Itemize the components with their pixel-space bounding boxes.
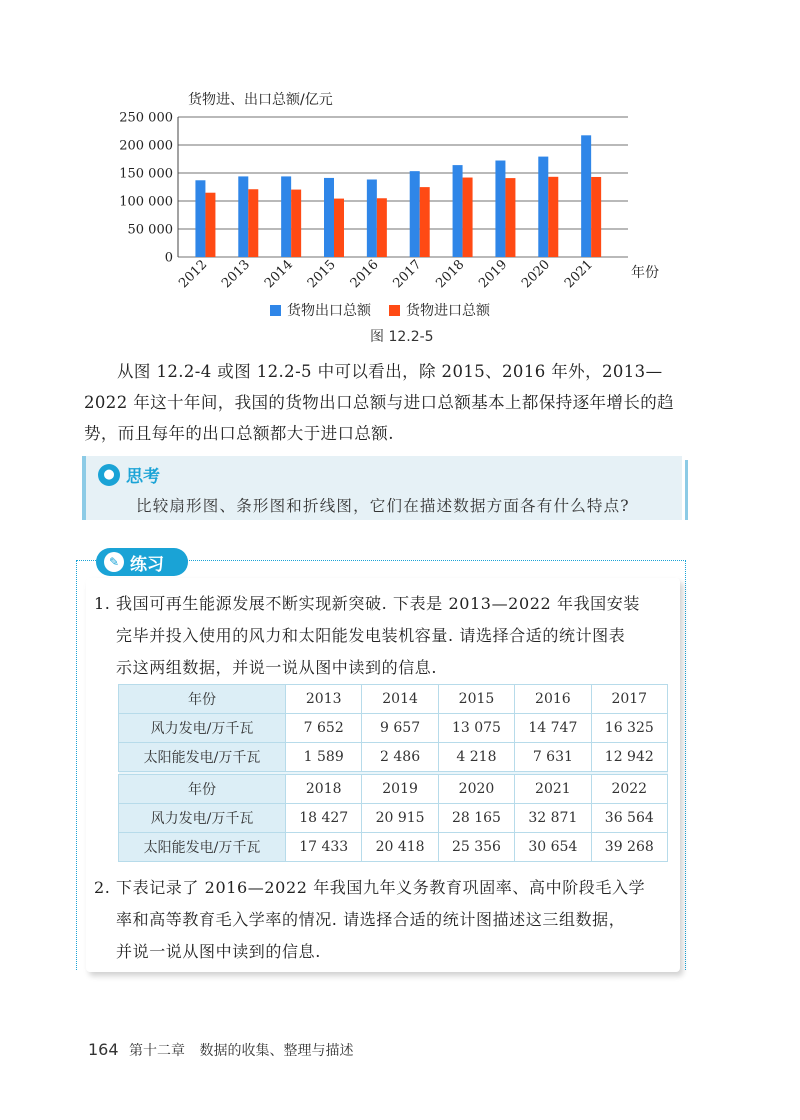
table-row (119, 804, 668, 833)
row-label-solar: 太阳能发电/万千瓦 (119, 743, 286, 772)
bar-export (495, 161, 505, 257)
x-tick-label: 2013 (219, 257, 254, 292)
bar-export (238, 176, 248, 257)
think-title (98, 462, 160, 487)
table-cell: 2021 (515, 775, 591, 804)
legend-item-export (270, 300, 371, 320)
table-row (119, 685, 668, 714)
table-cell: 17 433 (286, 833, 362, 862)
exercise-title: 练习 (130, 554, 164, 575)
bar-export (410, 171, 420, 257)
bar-export (538, 157, 548, 257)
x-tick-label: 2015 (304, 257, 339, 292)
x-tick-label: 2021 (561, 257, 596, 292)
table-cell: 2022 (591, 775, 667, 804)
table-cell: 4 218 (438, 743, 514, 772)
x-axis-label: 年份 (631, 265, 659, 281)
y-tick-label: 250 000 (119, 110, 173, 126)
exercise-item-1 (94, 588, 674, 684)
page-number: 164 (88, 1040, 119, 1059)
bar-export (195, 180, 205, 257)
table-cell: 39 268 (591, 833, 667, 862)
body-paragraph (84, 356, 692, 449)
y-axis-label: 货物进、出口总额/亿元 (188, 92, 333, 108)
table-cell: 36 564 (591, 804, 667, 833)
figure-caption: 图 12.2-5 (370, 329, 434, 345)
x-tick-label: 2018 (433, 257, 468, 292)
bar-export (453, 165, 463, 257)
x-tick-label: 2012 (176, 257, 211, 292)
legend-item-import (389, 300, 490, 320)
chapter-label: 第十二章 (129, 1043, 185, 1059)
lightbulb-icon: ● (98, 464, 120, 486)
y-tick-label: 100 000 (119, 194, 173, 210)
x-tick-label: 2016 (347, 257, 382, 292)
ex2-line-2: 率和高等教育毛入学率的情况. 请选择合适的统计图描述这三组数据， (116, 910, 626, 929)
row-label-solar-2: 太阳能发电/万千瓦 (119, 833, 286, 862)
bar-export (367, 179, 377, 257)
table-cell: 2020 (438, 775, 514, 804)
bar-export (581, 135, 591, 257)
table-cell: 7 652 (286, 714, 362, 743)
bar-import (420, 187, 430, 257)
chart-svg (80, 80, 700, 320)
bar-import (505, 178, 515, 257)
table-cell: 2013 (286, 685, 362, 714)
table-cell: 2018 (286, 775, 362, 804)
legend-label-import: 货物进口总额 (406, 303, 490, 319)
exercise-tab (96, 548, 188, 576)
pencil-icon: ✎ (104, 552, 124, 572)
table-cell: 2015 (438, 685, 514, 714)
bar-import (548, 177, 558, 257)
table-cell: 20 418 (362, 833, 438, 862)
bar-export (324, 178, 334, 257)
table-cell: 14 747 (515, 714, 591, 743)
table-row (119, 775, 668, 804)
table-cell: 9 657 (362, 714, 438, 743)
table-cell: 2017 (591, 685, 667, 714)
table-row (119, 743, 668, 772)
table-cell: 2016 (515, 685, 591, 714)
legend-swatch-export (270, 305, 281, 316)
ex2-number: 2. (94, 878, 111, 897)
table-cell: 1 589 (286, 743, 362, 772)
row-label-year: 年份 (119, 685, 286, 714)
table-cell: 32 871 (515, 804, 591, 833)
ex1-line-2: 完毕并投入使用的风力和太阳能发电装机容量. 请选择合适的统计图表 (116, 626, 626, 645)
bar-import (463, 178, 473, 257)
table-cell: 30 654 (515, 833, 591, 862)
paragraph-text: 从图 12.2-4 或图 12.2-5 中可以看出，除 2015、2016 年外，2013—2022 年这十年间，我国的货物出口总额与进口总额基本上都保持逐年增长的趋势，而且每年的出口总额都大于进口总额. (84, 362, 675, 443)
y-tick-label: 200 000 (119, 138, 173, 154)
table-cell: 2 486 (362, 743, 438, 772)
y-tick-label: 50 000 (127, 222, 173, 238)
bar-chart (80, 80, 700, 320)
bar-import (334, 199, 344, 257)
y-tick-label: 0 (164, 250, 173, 266)
think-question: 比较扇形图、条形图和折线图，它们在描述数据方面各有什么特点? (136, 497, 630, 515)
row-label-year-2: 年份 (119, 775, 286, 804)
table-cell: 7 631 (515, 743, 591, 772)
ex2-line-1 (94, 872, 674, 904)
table-cell: 13 075 (438, 714, 514, 743)
exercise-item-2 (94, 872, 674, 968)
table-cell: 28 165 (438, 804, 514, 833)
table-cell: 12 942 (591, 743, 667, 772)
table-cell: 18 427 (286, 804, 362, 833)
x-tick-label: 2020 (519, 257, 554, 292)
table-row (119, 833, 668, 862)
table-row (119, 714, 668, 743)
x-tick-label: 2019 (476, 257, 511, 292)
think-box-right-bar (685, 460, 688, 520)
bar-export (281, 176, 291, 257)
ex1-line-3: 示这两组数据，并说一说从图中读到的信息. (116, 658, 438, 677)
bar-import (291, 190, 301, 257)
bar-import (377, 198, 387, 257)
page-footer (88, 1040, 353, 1060)
capacity-table (118, 684, 668, 862)
think-title-text: 思考 (126, 467, 160, 487)
row-label-wind: 风力发电/万千瓦 (119, 714, 286, 743)
ex2-line-1-text: 下表记录了 2016—2022 年我国九年义务教育巩固率、高中阶段毛入学 (116, 878, 646, 897)
ex1-line-1 (94, 588, 674, 620)
table-cell: 2019 (362, 775, 438, 804)
bar-import (205, 193, 215, 257)
table-cell: 16 325 (591, 714, 667, 743)
x-tick-label: 2017 (390, 257, 425, 292)
bar-import (591, 177, 601, 257)
ex1-number: 1. (94, 594, 111, 613)
table-cell: 20 915 (362, 804, 438, 833)
legend-swatch-import (389, 305, 400, 316)
y-tick-label: 150 000 (119, 166, 173, 182)
chapter-title: 数据的收集、整理与描述 (199, 1043, 354, 1059)
table-cell: 2014 (362, 685, 438, 714)
think-box (82, 456, 682, 520)
ex2-line-3: 并说一说从图中读到的信息. (116, 942, 321, 961)
ex1-line-1-text: 我国可再生能源发展不断实现新突破. 下表是 2013—2022 年我国安装 (116, 594, 640, 613)
legend-label-export: 货物出口总额 (287, 303, 371, 319)
x-tick-label: 2014 (261, 257, 296, 292)
chart-legend (270, 300, 570, 320)
bar-import (248, 189, 258, 257)
table-cell: 25 356 (438, 833, 514, 862)
row-label-wind-2: 风力发电/万千瓦 (119, 804, 286, 833)
